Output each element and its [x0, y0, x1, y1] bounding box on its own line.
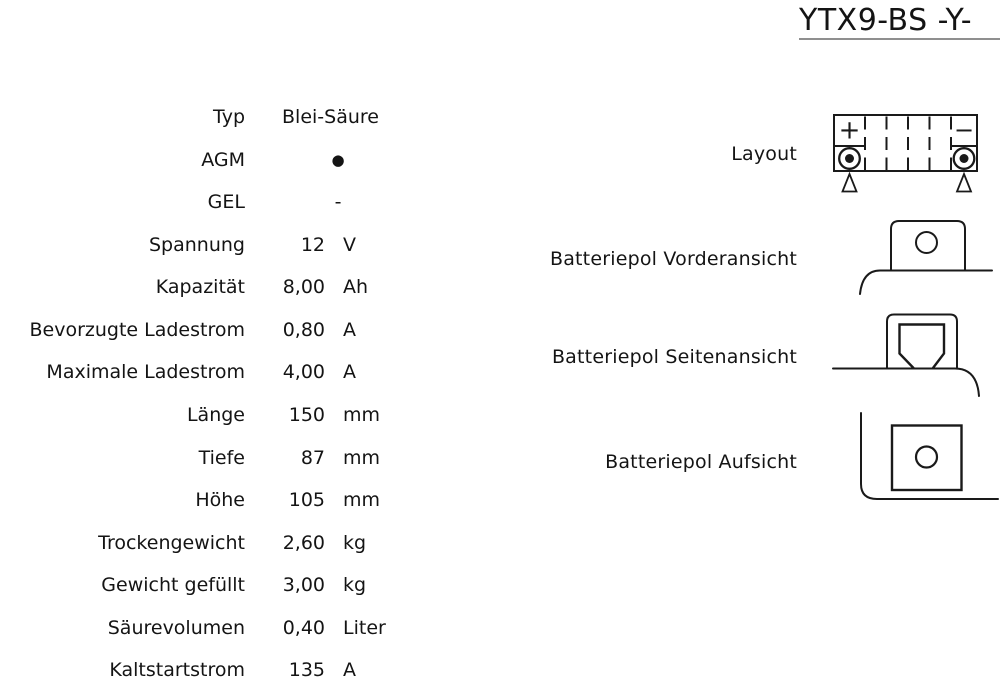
spec-value: Blei-Säure: [282, 106, 379, 129]
terminal-block-outline: [891, 221, 965, 270]
terminal-top-view-diagram: [861, 413, 998, 499]
page-title: YTX9-BS -Y-: [799, 3, 973, 38]
terminal-side-view-diagram: [833, 315, 979, 397]
spec-value: 2,60: [282, 531, 325, 554]
spec-label: Gewicht gefüllt: [101, 574, 245, 597]
spec-label: AGM: [201, 148, 245, 171]
spec-unit: A: [343, 318, 356, 341]
cell-dividers: [865, 117, 951, 171]
spec-label: Bevorzugte Ladestrom: [29, 318, 245, 341]
spec-value: 12: [300, 233, 325, 256]
spec-value: 87: [300, 446, 325, 469]
spec-label: Kaltstartstrom: [109, 659, 245, 682]
layout-label: Layout: [731, 143, 797, 165]
spec-value: 8,00: [282, 276, 325, 299]
spec-label: Trockengewicht: [98, 531, 245, 554]
spec-label: Höhe: [195, 489, 245, 512]
spec-unit: V: [343, 233, 356, 256]
plus-terminal-sign: +: [838, 115, 861, 146]
terminal-hole: [916, 447, 937, 468]
spec-label: Tiefe: [198, 446, 245, 469]
spec-value: 0,80: [282, 318, 325, 341]
spec-unit: A: [343, 361, 356, 384]
spec-value: 150: [288, 403, 325, 426]
terminal-socket-profile: [900, 325, 945, 369]
spec-value: 3,00: [282, 574, 325, 597]
spec-unit: A: [343, 659, 356, 682]
spec-unit: Ah: [343, 276, 369, 299]
terminal-block-outline: [887, 315, 957, 369]
spec-label: Typ: [213, 106, 245, 129]
battery-edge-line: [860, 271, 992, 295]
battery-edge-line: [833, 369, 979, 397]
spec-value: 4,00: [282, 361, 325, 384]
spec-unit: Liter: [343, 616, 386, 639]
battery-layout-diagram: [834, 115, 977, 192]
plus-terminal-marker-icon: [843, 174, 857, 192]
spec-label: Spannung: [149, 233, 245, 256]
terminal-front-view-diagram: [860, 221, 992, 294]
spec-value: 135: [288, 659, 325, 682]
spec-label: Länge: [186, 403, 245, 426]
spec-label: Säurevolumen: [107, 616, 245, 639]
spec-value: ●: [331, 150, 345, 169]
spec-unit: mm: [343, 489, 381, 512]
spec-label: Kapazität: [155, 276, 245, 299]
spec-label: Maximale Ladestrom: [46, 361, 245, 384]
terminal-hole: [916, 232, 937, 253]
spec-unit: mm: [343, 403, 381, 426]
spec-value: -: [334, 191, 342, 214]
spec-value: 0,40: [282, 616, 325, 639]
side-view-label: Batteriepol Seitenansicht: [551, 346, 797, 368]
terminal-block-outline: [892, 426, 962, 491]
front-view-label: Batteriepol Vorderansicht: [549, 248, 797, 270]
spec-unit: mm: [343, 446, 381, 469]
minus-terminal-sign: −: [953, 116, 975, 144]
spec-value: 105: [288, 489, 325, 512]
spec-unit: kg: [343, 531, 367, 554]
spec-label: GEL: [207, 191, 245, 214]
minus-terminal-marker-icon: [957, 174, 971, 192]
top-view-label: Batteriepol Aufsicht: [605, 451, 797, 473]
spec-unit: kg: [343, 574, 367, 597]
